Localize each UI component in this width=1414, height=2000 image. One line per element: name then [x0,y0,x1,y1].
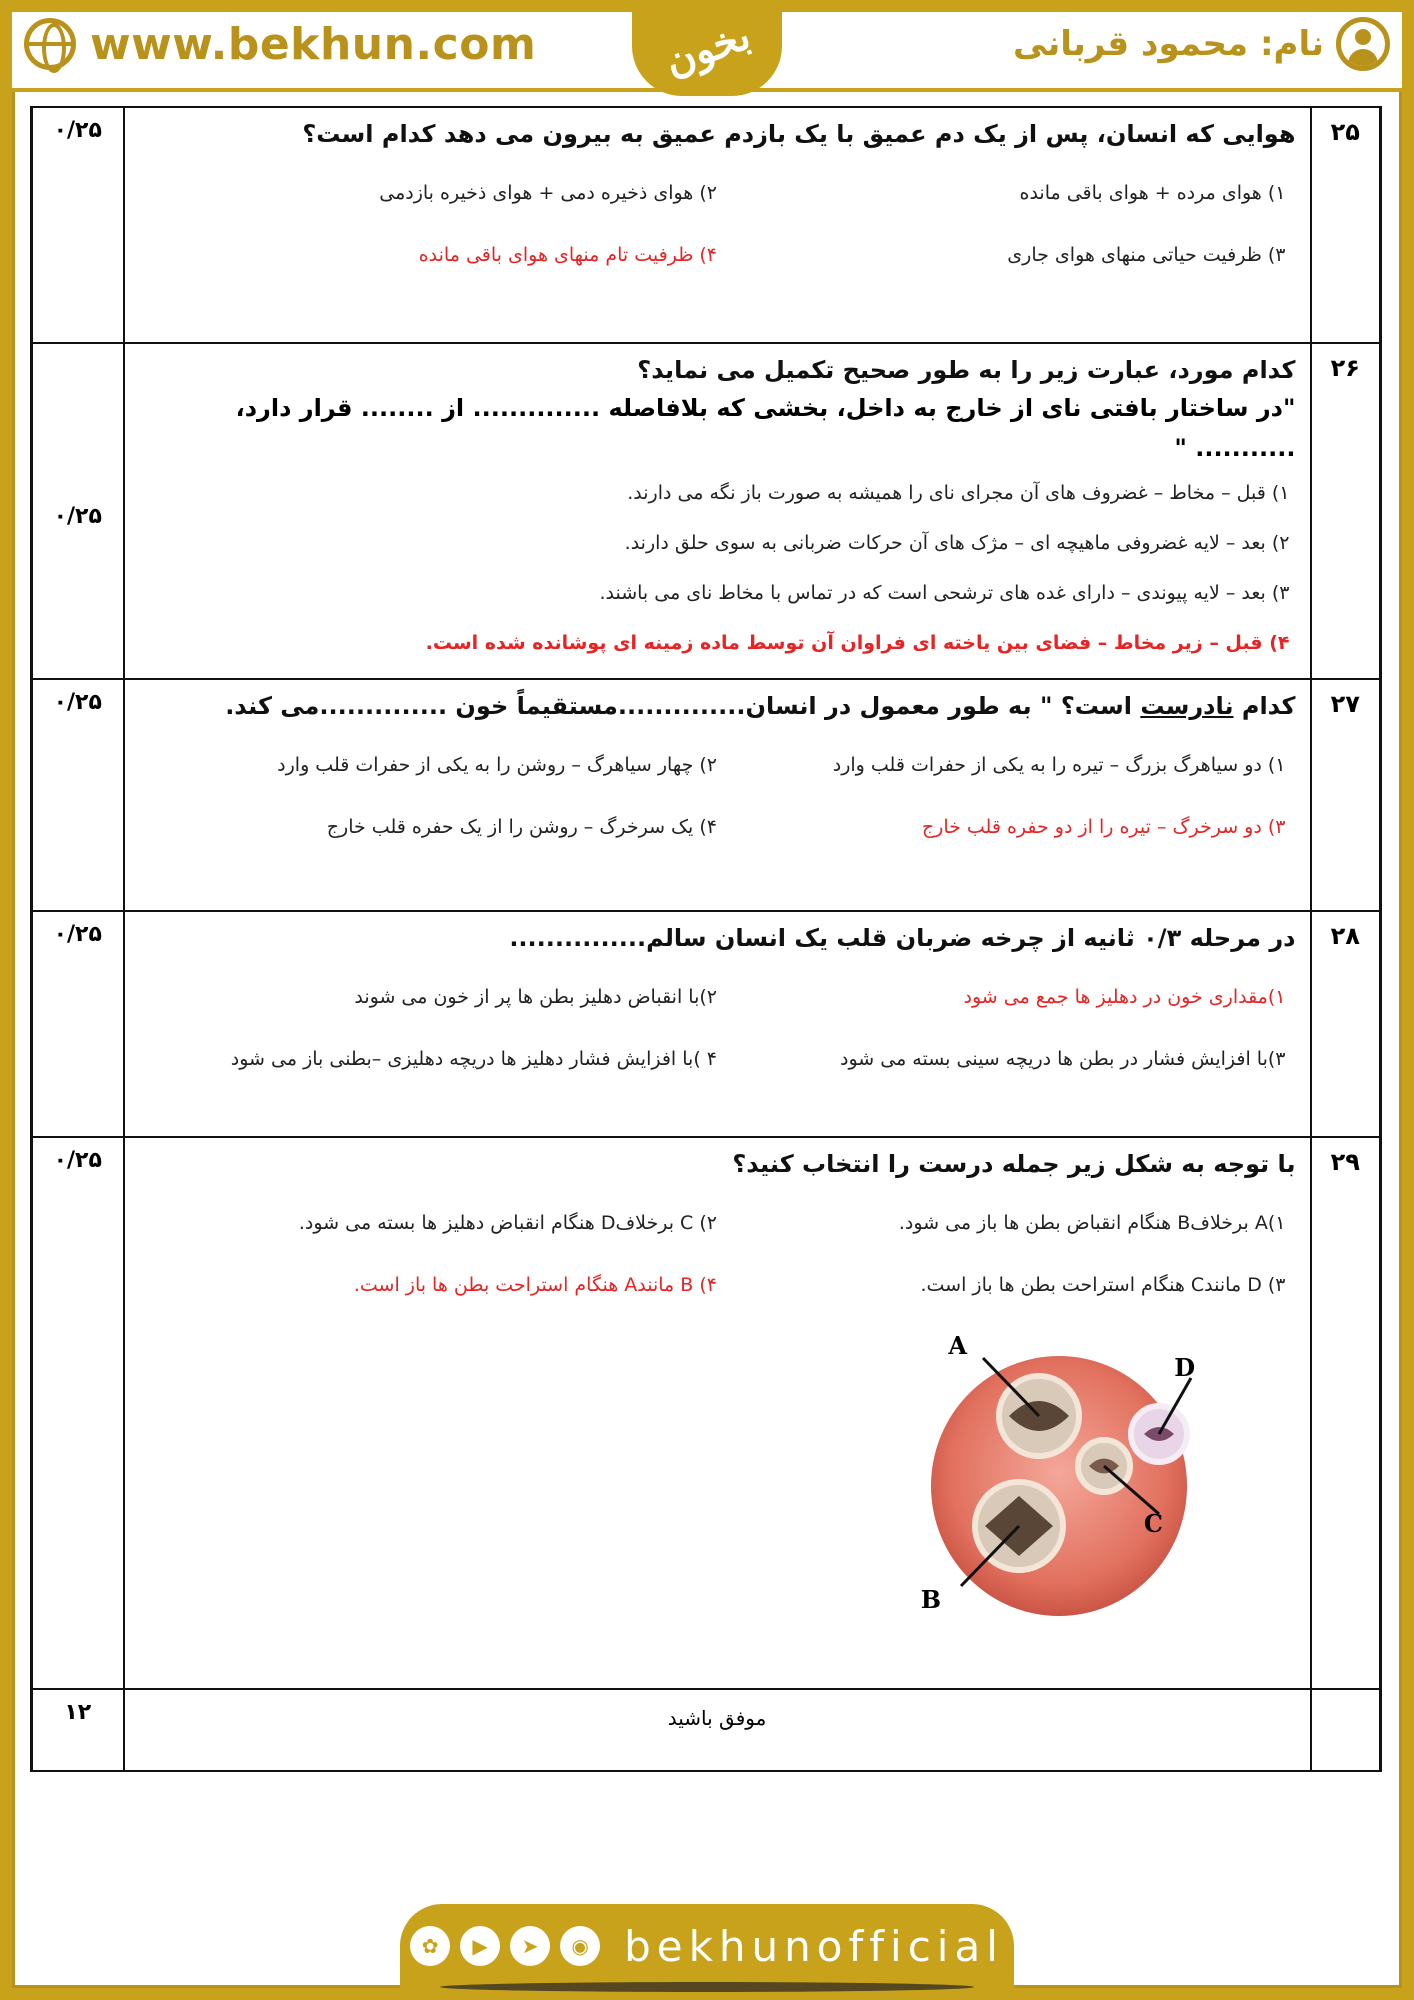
question-row [32,107,1381,343]
closing-message: موفق باشید [124,1689,1311,1771]
option-4: ۴ )با افزایش فشار دهلیز ها دریچه دهلیزی –بطنی باز می شود [230,1048,717,1070]
question-row [32,911,1381,1137]
question-number: ۲۶ [1311,343,1381,679]
question-score: ۰/۲۵ [32,107,124,343]
question-score: ۰/۲۵ [32,343,124,679]
option-3: ۳) بعد – لایه پیوندی – دارای غده های ترشحی است که در تماس با مخاط نای می باشند. [599,582,1290,604]
question-content [124,911,1311,1137]
options-grid [139,986,1296,1090]
site-url[interactable]: www.bekhun.com [90,18,537,70]
question-content [124,107,1311,343]
question-content [124,343,1311,679]
site-link[interactable] [24,18,536,70]
author [1013,16,1390,72]
question-row [32,343,1381,679]
options-grid [139,182,1296,286]
question-content [124,1137,1311,1689]
question-title: با توجه به شکل زیر جمله درست را انتخاب کنید؟ [732,1150,1296,1178]
total-score: ۱۲ [32,1689,124,1771]
question-title: کدام مورد، عبارت زیر را به طور صحیح تکمیل می نماید؟ [637,356,1296,384]
question-number: ۲۸ [1311,911,1381,1137]
options-grid [139,754,1296,858]
user-icon [1336,17,1390,71]
empty-cell [1311,1689,1381,1771]
option-4: ۴) یک سرخرگ – روشن را از یک حفره قلب خارج [326,816,717,838]
logo [632,0,782,96]
social-bar [400,1904,1014,1988]
question-content [124,679,1311,911]
label-b: B [920,1585,941,1614]
header [0,0,1414,92]
option-2: ۲) بعد – لایه غضروفی ماهیچه ای – مژک های آن حرکات ضربانی به سوی حلق دارند. [624,532,1290,554]
question-row [32,1137,1381,1689]
question-number: ۲۷ [1311,679,1381,911]
question-number: ۲۵ [1311,107,1381,343]
logo-text: بخون [658,11,756,85]
youtube-icon[interactable]: ▶ [460,1926,500,1966]
aparat-icon[interactable]: ✿ [410,1926,450,1966]
emphasis-underline: نادرست [1140,692,1234,720]
option-1: ۱) هوای مرده + هوای باقی مانده [1019,182,1286,204]
final-row [32,1689,1381,1771]
options-grid [139,1212,1296,1316]
question-score: ۰/۲۵ [32,1137,124,1689]
option-1: ۱) قبل – مخاط – غضروف های آن مجرای نای را همیشه به صورت باز نگه می دارند. [627,482,1290,504]
label-c: C [1143,1509,1163,1538]
option-3: ۳)با افزایش فشار در بطن ها دریچه سینی بسته می شود [840,1048,1286,1070]
option-2: ۲) چهار سیاهرگ – روشن را به یکی از حفرات قلب وارد [277,754,717,776]
instagram-icon[interactable]: ◉ [560,1926,600,1966]
option-3: ۳) D مانندC هنگام استراحت بطن ها باز است. [920,1274,1286,1296]
question-title: در مرحله ۰/۳ ثانیه از چرخه ضربان قلب یک انسان سالم............... [509,924,1296,952]
question-score: ۰/۲۵ [32,911,124,1137]
option-1-correct: ۱)مقداری خون در دهلیز ها جمع می شود [963,986,1286,1008]
option-2: ۲) C برخلافD هنگام انقباض دهلیز ها بسته می شود. [298,1212,717,1234]
option-4-correct: ۴) B مانندA هنگام استراحت بطن ها باز است. [353,1274,717,1296]
option-2: ۲)با انقباض دهلیز بطن ها پر از خون می شوند [354,986,717,1008]
label-d: D [1173,1353,1195,1382]
question-title: هوایی که انسان، پس از یک دم عمیق با یک بازدم عمیق به بیرون می دهد کدام است؟ [302,120,1296,148]
globe-icon [24,18,76,70]
question-number: ۲۹ [1311,1137,1381,1689]
option-3: ۳) ظرفیت حیاتی منهای هوای جاری [1007,244,1286,266]
social-handle[interactable]: bekhunofficial [624,1921,1004,1971]
option-1: ۱)A برخلافB هنگام انقباض بطن ها باز می شود. [898,1212,1286,1234]
heart-valves-diagram [919,1336,1259,1636]
exam-table [30,106,1382,1772]
option-2: ۲) هوای ذخیره دمی + هوای ذخیره بازدمی [379,182,717,204]
option-1: ۱) دو سیاهرگ بزرگ – تیره را به یکی از حفرات قلب وارد [832,754,1286,776]
heart-figure [139,1336,1296,1656]
question-row [32,679,1381,911]
question-statement: "در ساختار بافتی نای از خارج به داخل، بخشی که بلافاصله .............. از ........ قرار دارد، ........... " [235,394,1296,462]
question-title: کدام نادرست است؟ " به طور معمول در انسان..............مستقیماً خون ..............می کند. [225,692,1296,720]
telegram-icon[interactable]: ➤ [510,1926,550,1966]
option-4-correct: ۴) ظرفیت تام منهای هوای باقی مانده [418,244,717,266]
option-4-correct: ۴) قبل – زیر مخاط – فضای بین یاخته ای فراوان آن توسط ماده زمینه ای پوشانده شده است. [425,632,1290,654]
option-3-correct: ۳) دو سرخرگ – تیره را از دو حفره قلب خارج [921,816,1286,838]
footer-shadow [440,1982,974,1992]
label-a: A [947,1336,967,1360]
author-name: نام: محمود قربانی [1013,24,1324,64]
exam-sheet [30,106,1384,1772]
question-score: ۰/۲۵ [32,679,124,911]
